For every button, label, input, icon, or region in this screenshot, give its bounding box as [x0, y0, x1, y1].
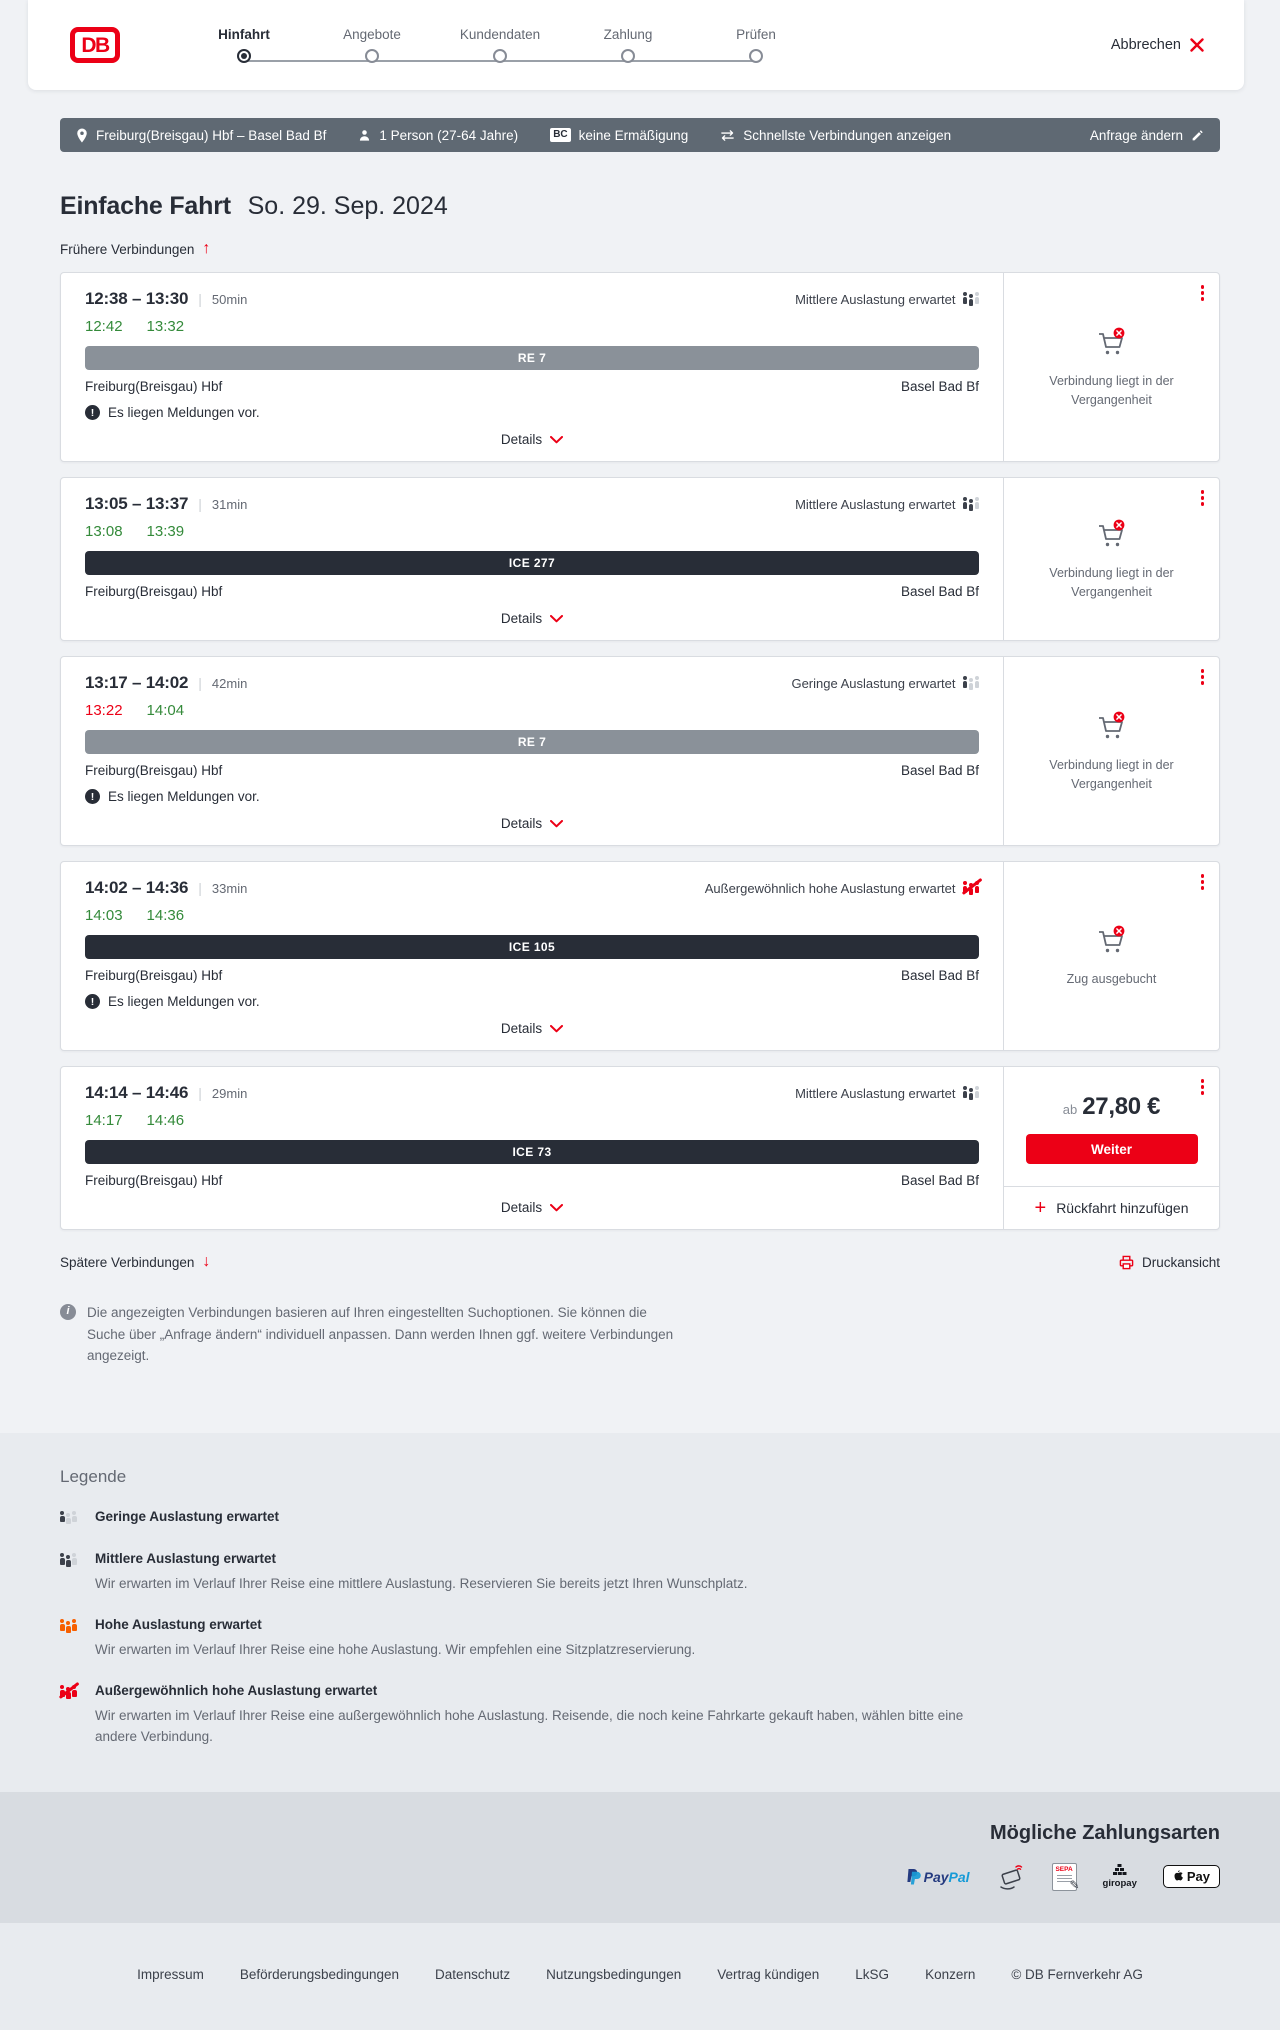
messages-note: ! Es liegen Meldungen vor.	[85, 994, 979, 1009]
connection-card	[60, 477, 1220, 641]
route-summary: Freiburg(Breisgau) Hbf – Basel Bad Bf	[76, 128, 326, 143]
side-note: Zug ausgebucht	[1066, 972, 1157, 987]
actual-arrival: 13:39	[146, 523, 185, 540]
realtime-times	[85, 318, 979, 335]
realtime-times	[85, 523, 979, 540]
earlier-connections-link[interactable]: Frühere Verbindungen ↑	[60, 240, 211, 257]
more-options-button[interactable]	[1199, 872, 1207, 892]
footer-link-nutzungsbedingungen[interactable]: Nutzungsbedingungen	[546, 1966, 682, 1982]
arrow-down-icon: ↓	[202, 1253, 211, 1270]
actual-arrival: 14:46	[146, 1112, 185, 1129]
footer-link-befoerderungsbedingungen[interactable]: Beförderungsbedingungen	[239, 1966, 400, 1982]
connection-card	[60, 272, 1220, 462]
step-kundendaten[interactable]: Kundendaten	[436, 27, 564, 63]
step-hinfahrt[interactable]: Hinfahrt	[180, 27, 308, 63]
train-segment[interactable]	[85, 730, 979, 754]
origin-station: Freiburg(Breisgau) Hbf	[85, 584, 223, 599]
sepa-icon: SEPA ✎	[1052, 1863, 1077, 1891]
warning-icon: !	[85, 405, 100, 420]
step-dot-active	[237, 49, 251, 63]
connection-main: 13:05 – 13:37 | 31min Mittlere Auslastung erwartet 13:08 13:39 ICE 277 Freiburg(Breisgau) Hbf Basel Bad Bf Details	[85, 494, 979, 626]
legend-item-low: Geringe Auslastung erwartet	[60, 1509, 1220, 1530]
price-prefix: ab	[1062, 1102, 1078, 1117]
trip-date: So. 29. Sep. 2024	[247, 192, 448, 220]
occupancy-icon	[963, 1086, 980, 1100]
actual-arrival: 14:04	[146, 702, 185, 719]
occupancy-icon	[963, 292, 980, 306]
connection-card	[60, 656, 1220, 846]
close-icon	[1190, 38, 1204, 52]
cart-unavailable-icon	[1093, 517, 1131, 553]
connection-card	[60, 1066, 1220, 1230]
person-icon	[358, 129, 371, 142]
legend-item-exceptional: Außergewöhnlich hohe Auslastung erwartet Wir erwarten im Verlauf Ihrer Reise eine außergewöhnlich hohe Auslastung. Reisende, die noch keine Fahrkarte gekauft haben, wählen bitte eine andere Verbindung.	[60, 1683, 1220, 1748]
origin-station: Freiburg(Breisgau) Hbf	[85, 763, 223, 778]
actual-arrival: 13:32	[146, 318, 185, 335]
chevron-down-icon	[550, 820, 563, 828]
connection-side-panel	[1003, 478, 1219, 640]
chevron-down-icon	[550, 1025, 563, 1033]
step-dot	[365, 49, 379, 63]
applepay-icon: Pay	[1163, 1865, 1220, 1888]
occupancy-medium-icon	[60, 1553, 77, 1567]
messages-note: ! Es liegen Meldungen vor.	[85, 789, 979, 804]
app-header	[28, 0, 1244, 90]
later-connections-link[interactable]: Spätere Verbindungen ↓	[60, 1253, 211, 1270]
occupancy: Mittlere Auslastung erwartet	[795, 1086, 979, 1101]
duration: 33min	[211, 880, 248, 896]
step-dot	[749, 49, 763, 63]
info-icon: i	[60, 1304, 76, 1320]
db-logo-text: DB	[81, 33, 109, 57]
side-note: Verbindung liegt in der Vergangenheit	[1049, 565, 1174, 599]
footer-link-lksg[interactable]: LkSG	[855, 1966, 890, 1982]
step-dot	[621, 49, 635, 63]
destination-station: Basel Bad Bf	[900, 763, 979, 778]
trip-type: Einfache Fahrt	[60, 192, 231, 220]
cart-unavailable-icon	[1093, 709, 1131, 745]
plus-icon: +	[1034, 1197, 1047, 1219]
occupancy-icon	[963, 676, 980, 690]
actual-arrival: 14:36	[146, 907, 185, 924]
cart-unavailable-icon	[1093, 325, 1131, 361]
creditcard-hand-icon	[996, 1863, 1026, 1891]
connection-card	[60, 861, 1220, 1051]
duration: 50min	[211, 291, 248, 307]
fastest-connections-toggle[interactable]: Schnellste Verbindungen anzeigen	[720, 128, 951, 143]
footer-link-impressum[interactable]: Impressum	[137, 1966, 204, 1982]
scheduled-times: 12:38 – 13:30	[85, 289, 189, 308]
chevron-down-icon	[550, 436, 563, 444]
occupancy-full-icon	[60, 1685, 77, 1699]
occupancy: Geringe Auslastung erwartet	[791, 676, 979, 691]
step-dot	[493, 49, 507, 63]
giropay-icon: giropay	[1103, 1864, 1137, 1889]
discount-summary: BC keine Ermäßigung	[550, 128, 688, 143]
train-label: RE 7	[517, 735, 547, 749]
duration: 42min	[211, 675, 248, 691]
payment-title: Mögliche Zahlungsarten	[989, 1821, 1220, 1844]
more-options-button[interactable]	[1199, 667, 1207, 687]
actual-departure: 14:03	[85, 907, 123, 924]
footer-link-vertrag-kuendigen[interactable]: Vertrag kündigen	[717, 1966, 820, 1982]
step-angebote[interactable]: Angebote	[308, 27, 436, 63]
chevron-down-icon	[550, 615, 563, 623]
more-options-button[interactable]	[1199, 1077, 1207, 1097]
occupancy-full-icon	[963, 881, 980, 895]
connection-main: 14:14 – 14:46 | 29min Mittlere Auslastung erwartet 14:17 14:46 ICE 73 Freiburg(Breisgau) Hbf Basel Bad Bf Details	[85, 1083, 979, 1215]
bahncard-badge: BC	[550, 128, 570, 142]
connection-side-panel	[1003, 657, 1219, 845]
connection-side-panel	[1003, 1067, 1219, 1229]
checkout-stepper	[180, 27, 820, 63]
warning-icon: !	[85, 994, 100, 1009]
printer-icon	[1119, 1255, 1134, 1270]
journey-summary-bar	[60, 118, 1220, 152]
copyright: © DB Fernverkehr AG	[1011, 1966, 1143, 1982]
train-label: RE 7	[517, 351, 547, 365]
price	[1063, 1093, 1160, 1121]
swap-arrows-icon	[720, 129, 735, 142]
train-label: ICE 277	[508, 556, 556, 570]
step-pruefen[interactable]: Prüfen	[692, 27, 820, 63]
details-toggle[interactable]: Details	[501, 816, 563, 831]
paypal-icon: PayPal	[906, 1868, 970, 1885]
actual-departure: 14:17	[85, 1112, 123, 1129]
messages-note: ! Es liegen Meldungen vor.	[85, 405, 979, 420]
train-segment[interactable]	[85, 551, 979, 575]
origin-station: Freiburg(Breisgau) Hbf	[85, 968, 223, 983]
legend-item-high: Hohe Auslastung erwartet Wir erwarten im Verlauf Ihrer Reise eine hohe Auslastung. Wir empfehlen eine Sitzplatzreservierung.	[60, 1617, 1220, 1661]
realtime-times	[85, 1112, 979, 1129]
cart-unavailable-icon	[1093, 923, 1131, 959]
destination-station: Basel Bad Bf	[900, 379, 979, 394]
duration: 29min	[211, 1085, 248, 1101]
connection-main: 13:17 – 14:02 | 42min Geringe Auslastung erwartet 13:22 14:04 RE 7 Freiburg(Breisgau) Hbf Basel Bad Bf ! Es liegen Meldungen vor. Details	[85, 673, 979, 831]
results-area	[0, 118, 1280, 1433]
side-note: Verbindung liegt in der Vergangenheit	[1049, 373, 1174, 407]
destination-station: Basel Bad Bf	[900, 1173, 979, 1188]
scheduled-times: 14:14 – 14:46	[85, 1083, 189, 1102]
occupancy: Mittlere Auslastung erwartet	[795, 292, 979, 307]
details-toggle[interactable]: Details	[501, 432, 563, 447]
train-label: ICE 105	[508, 940, 556, 954]
details-toggle[interactable]: Details	[501, 1200, 563, 1215]
connection-main: 14:02 – 14:36 | 33min Außergewöhnlich hohe Auslastung erwartet 14:03 14:36 ICE 105 Freiburg(Breisgau) Hbf Basel Bad Bf ! Es liegen Meldungen vor. Details	[85, 878, 979, 1036]
occupancy-high-icon	[60, 1619, 77, 1633]
actual-departure: 13:08	[85, 523, 123, 540]
price-value: 27,80 €	[1082, 1093, 1161, 1120]
connection-side-panel	[1003, 862, 1219, 1050]
actual-departure: 12:42	[85, 318, 123, 335]
pencil-icon	[1191, 129, 1204, 142]
footer-link-konzern[interactable]: Konzern	[925, 1966, 976, 1982]
origin-station: Freiburg(Breisgau) Hbf	[85, 379, 223, 394]
train-segment[interactable]	[85, 1140, 979, 1164]
more-options-button[interactable]	[1199, 488, 1207, 508]
payment-section	[0, 1792, 1280, 1923]
connection-side-panel	[1003, 273, 1219, 461]
scheduled-times: 13:17 – 14:02	[85, 673, 189, 692]
details-toggle[interactable]: Details	[501, 1021, 563, 1036]
side-note: Verbindung liegt in der Vergangenheit	[1049, 757, 1174, 791]
legend-item-medium: Mittlere Auslastung erwartet Wir erwarten im Verlauf Ihrer Reise eine mittlere Auslastung. Reservieren Sie bereits jetzt Ihren Wunschplatz.	[60, 1551, 1220, 1595]
realtime-times	[85, 907, 979, 924]
print-view-link[interactable]: Druckansicht	[1119, 1255, 1220, 1270]
footer-link-datenschutz[interactable]: Datenschutz	[435, 1966, 511, 1982]
page-title	[60, 192, 1220, 221]
page-footer	[0, 1923, 1280, 2030]
pen-glyph: ✎	[1069, 1877, 1080, 1892]
add-return-button[interactable]: + Rückfahrt hinzufügen	[1004, 1186, 1219, 1229]
change-request-button[interactable]: Anfrage ändern	[1090, 128, 1204, 143]
details-toggle[interactable]: Details	[501, 611, 563, 626]
occupancy: Mittlere Auslastung erwartet	[795, 497, 979, 512]
occupancy: Außergewöhnlich hohe Auslastung erwartet	[705, 881, 979, 896]
more-options-button[interactable]	[1199, 283, 1207, 303]
scheduled-times: 13:05 – 13:37	[85, 494, 189, 513]
search-options-notice: i Die angezeigten Verbindungen basieren auf Ihren eingestellten Suchoptionen. Sie können die Suche über „Anfrage ändern“ individuell anpassen. Dann werden Ihnen ggf. weitere Verbindungen angezeigt.	[60, 1302, 1220, 1433]
step-zahlung[interactable]: Zahlung	[564, 27, 692, 63]
actual-departure-delayed: 13:22	[85, 702, 123, 719]
location-pin-icon	[76, 128, 88, 143]
continue-button[interactable]: Weiter	[1026, 1134, 1198, 1164]
chevron-down-icon	[550, 1204, 563, 1212]
cancel-button[interactable]: Abbrechen	[1111, 37, 1204, 53]
warning-icon: !	[85, 789, 100, 804]
destination-station: Basel Bad Bf	[900, 584, 979, 599]
occupancy-icon	[963, 497, 980, 511]
train-label: ICE 73	[512, 1145, 552, 1159]
legend-title: Legende	[60, 1466, 127, 1486]
realtime-times	[85, 702, 979, 719]
train-segment[interactable]	[85, 935, 979, 959]
connection-main: 12:38 – 13:30 | 50min Mittlere Auslastung erwartet 12:42 13:32 RE 7 Freiburg(Breisgau) Hbf Basel Bad Bf ! Es liegen Meldungen vor. Details	[85, 289, 979, 447]
origin-station: Freiburg(Breisgau) Hbf	[85, 1173, 223, 1188]
legend-section	[0, 1433, 1280, 1792]
scheduled-times: 14:02 – 14:36	[85, 878, 189, 897]
occupancy-low-icon	[60, 1511, 77, 1525]
duration: 31min	[211, 496, 248, 512]
destination-station: Basel Bad Bf	[900, 968, 979, 983]
train-segment[interactable]	[85, 346, 979, 370]
arrow-up-icon: ↑	[202, 240, 211, 257]
db-logo	[70, 27, 120, 63]
passenger-summary: 1 Person (27-64 Jahre)	[358, 128, 518, 143]
